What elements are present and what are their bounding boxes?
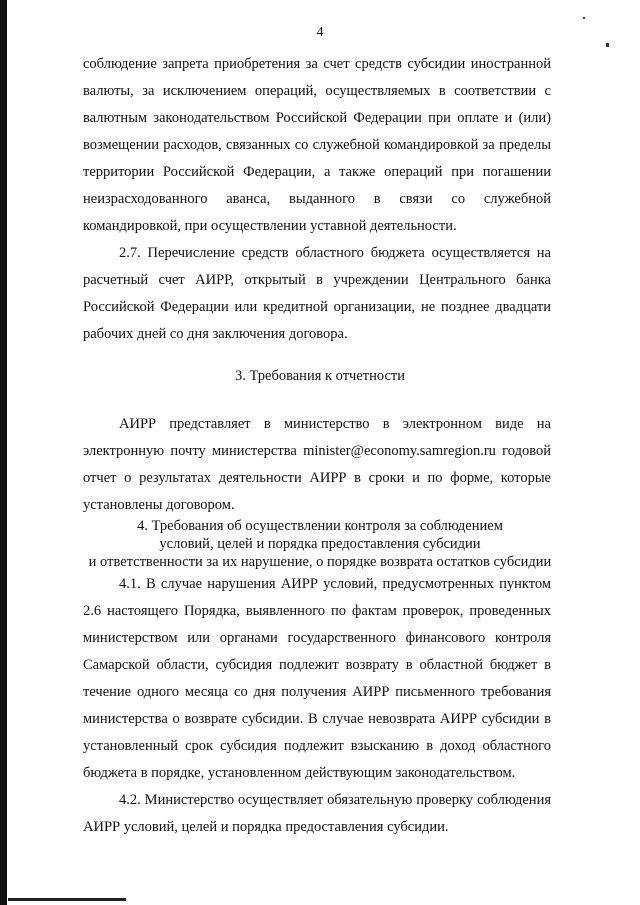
section-4-body (83, 571, 551, 841)
section-3-heading: 3. Требования к отчетности (234, 368, 406, 384)
paragraph-2-7: 2.7. Перечисление средств областного бюджета осуществляется на расчетный счет АИРР, открытый в учреждении Центрального банка Российской Федерации или кредитной организации, не позднее двадцати рабочих дней со дня заключения договора. (83, 245, 551, 342)
paragraph-continued: соблюдение запрета приобретения за счет средств субсидии иностранной валюты, за исключением операций, осуществляемых в соответствии с валютным законодательством Российской Федерации при оплате и (или) возмещении расходов, связанных со служебной командировкой за пределы территории Российской Федерации, а также операций при погашении неизрасходованного аванса, выданного в связи со служебной командировкой, при осуществлении уставной деятельности. (83, 56, 551, 234)
paragraph-4-1: 4.1. В случае нарушения АИРР условий, предусмотренных пунктом 2.6 настоящего Порядка, выявленного по фактам проверок, проведенных министерством или органами государственного финансового контроля Самарской области, субсидия подлежит возврату в областной бюджет в течение одного месяца со дня получения АИРР письменного требования министерства о возврате субсидии. В случае невозврата АИРР субсидии в установленный срок субсидия подлежит взысканию в доход областного бюджета в порядке, установленном действующим законодательством. (83, 576, 551, 781)
section-4-heading (0, 517, 640, 571)
scan-speck (583, 17, 585, 19)
paragraph-3: АИРР представляет в министерство в электронном виде на электронную почту министерства minister@economy.samregion.ru годовой отчет о результатах деятельности АИРР в сроки и по форме, которые установлены договором. (83, 416, 551, 513)
section-4-heading-line: условий, целей и порядка предоставления субсидии (159, 536, 481, 552)
page-number: 4 (316, 24, 324, 39)
section-4-heading-line: 4. Требования об осуществлении контроля за соблюдением (137, 518, 503, 534)
scan-edge-bottom (8, 898, 126, 901)
section-4-heading-line: и ответственности за их нарушение, о порядке возврата остатков субсидии (88, 554, 552, 570)
body-paragraph-group (83, 51, 551, 348)
scan-speck (606, 43, 609, 47)
paragraph-4-2: 4.2. Министерство осуществляет обязательную проверку соблюдения АИРР условий, целей и порядка предоставления субсидии. (83, 792, 551, 835)
section-3-body (83, 411, 551, 519)
scan-edge-left (0, 0, 7, 905)
